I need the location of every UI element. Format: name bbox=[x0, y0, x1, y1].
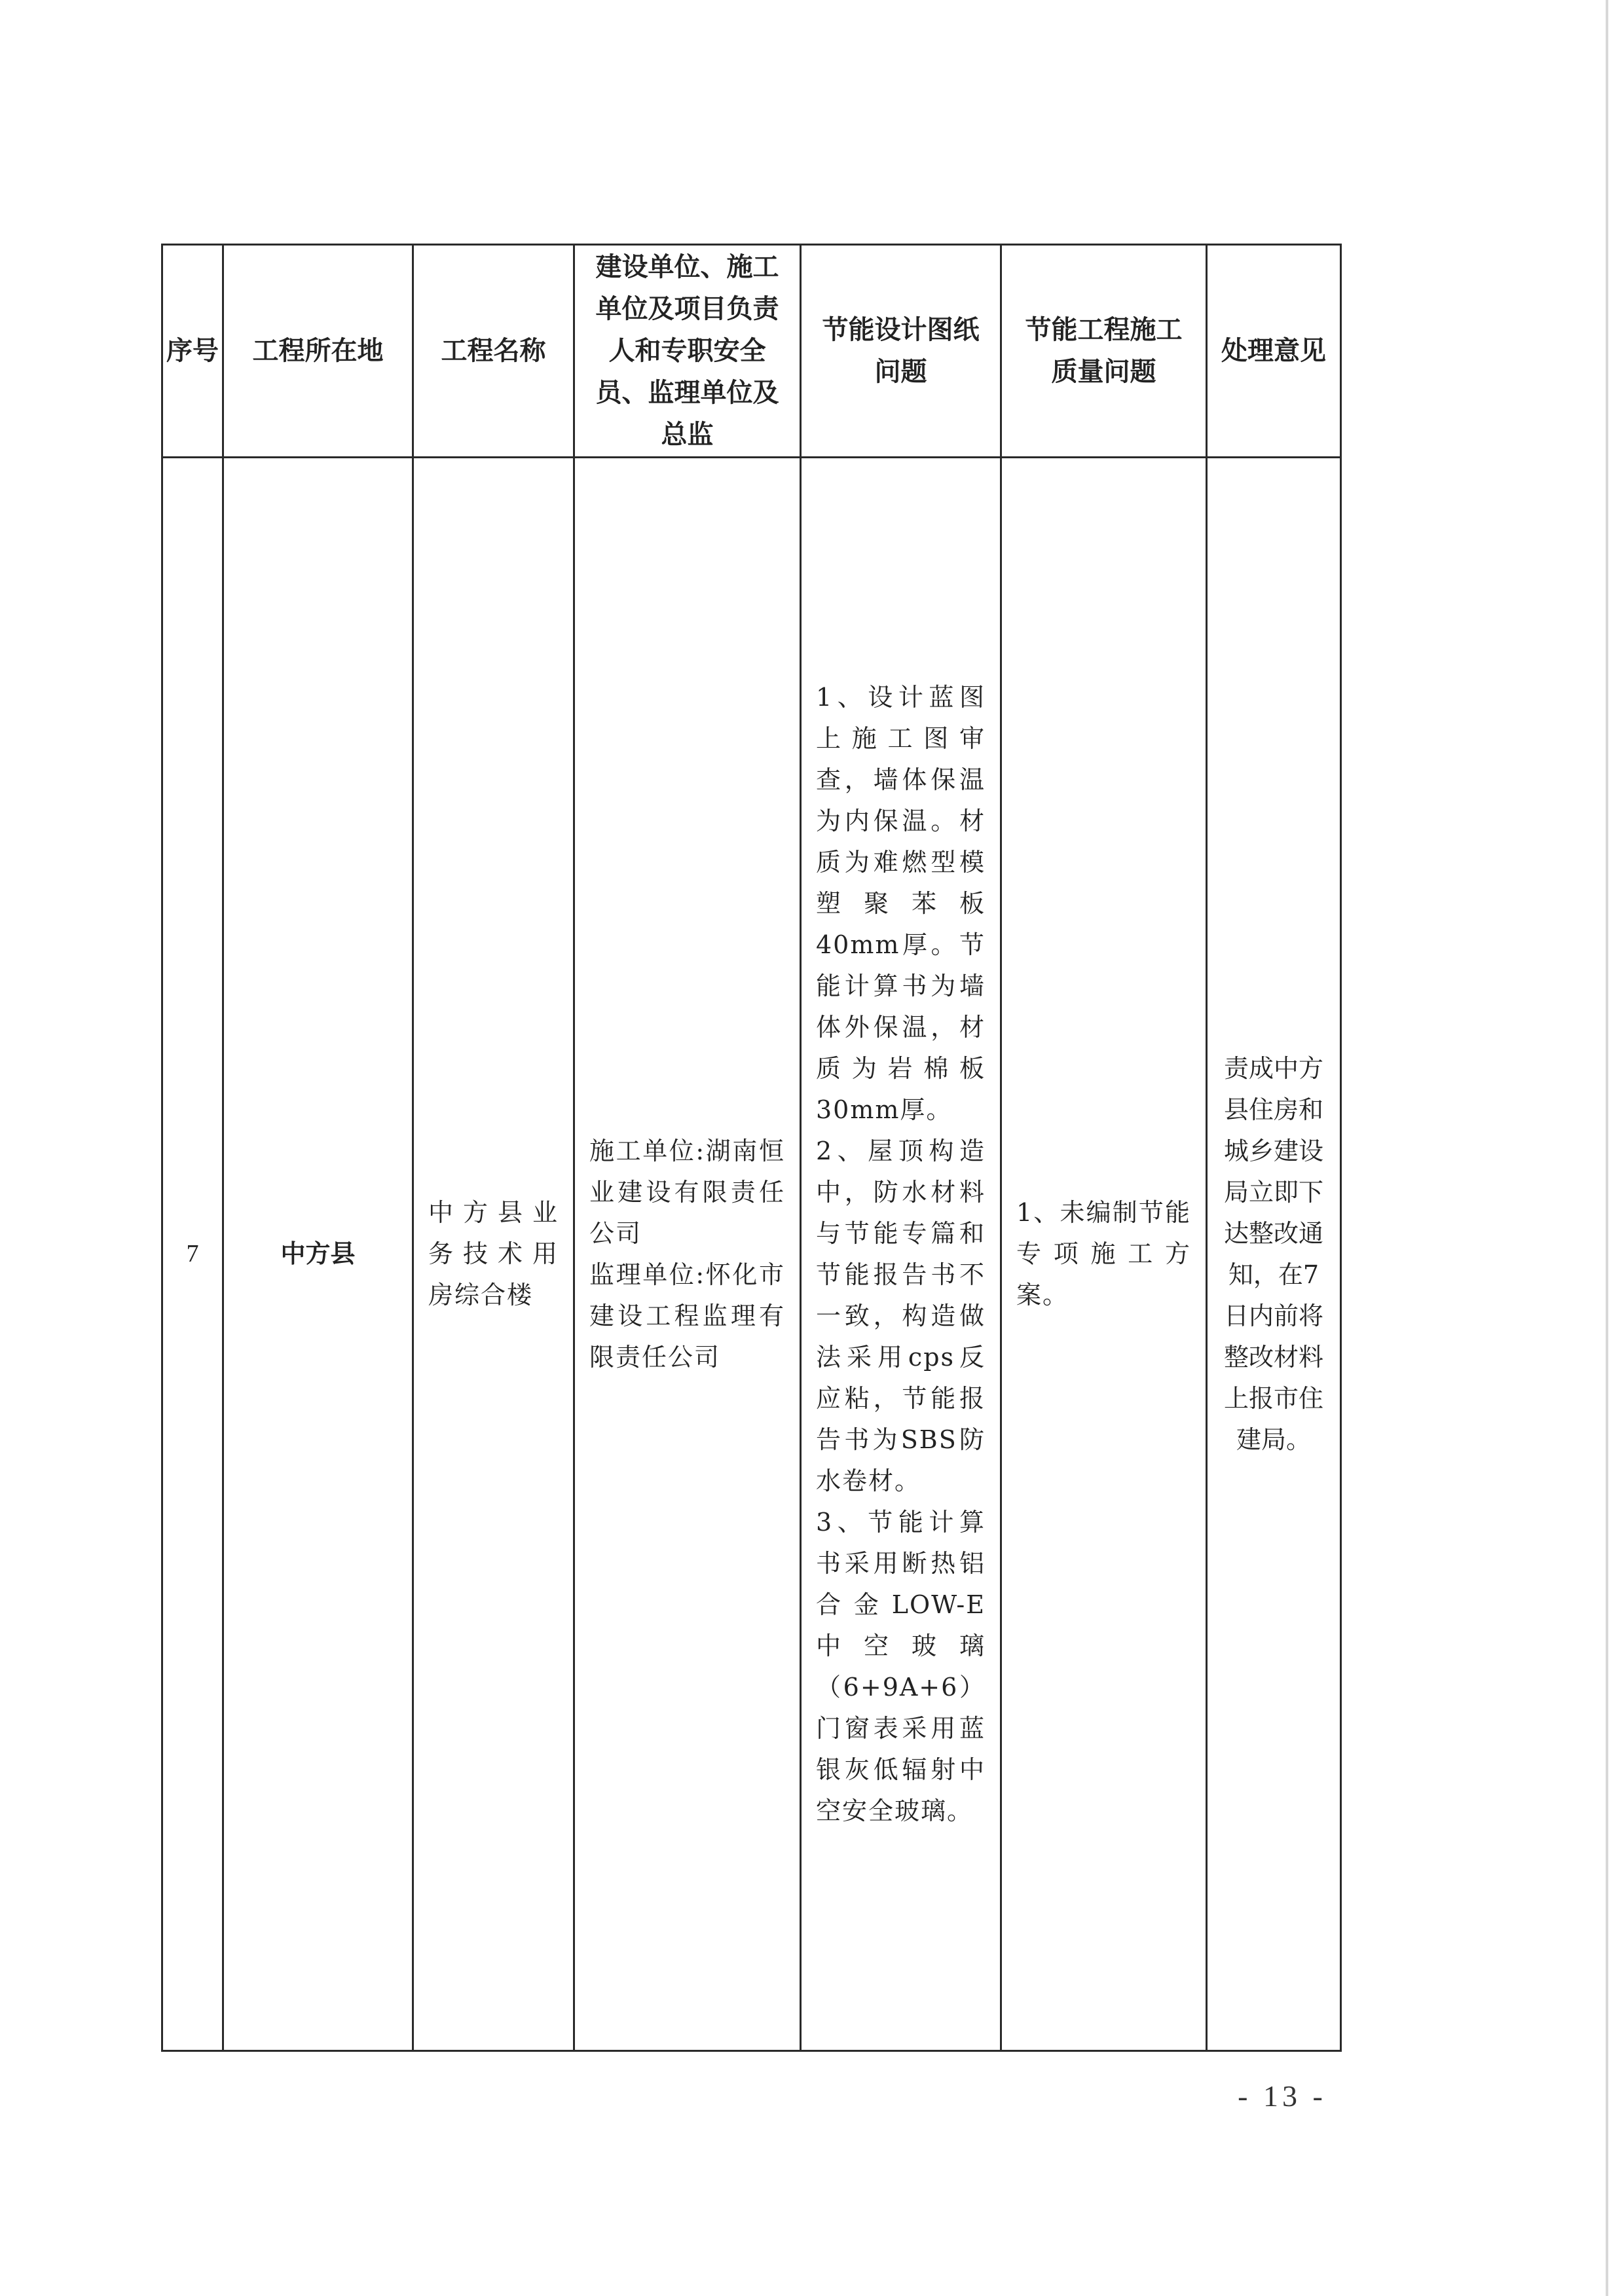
table-header-row bbox=[162, 245, 1341, 458]
design-issue-2: 2、屋顶构造中，防水材料与节能专篇和节能报告书不一致，构造做法采用cps反应粘，节能报告书为SBS防水卷材。 bbox=[816, 1136, 986, 1495]
cell-design-issues bbox=[801, 458, 1001, 2051]
cell-quality-issues: 1、未编制节能专项施工方案。 bbox=[1001, 458, 1207, 2051]
construction-unit: 施工单位:湖南恒业建设有限责任公司 bbox=[589, 1136, 785, 1248]
header-opinion: 处理意见 bbox=[1207, 245, 1341, 458]
cell-location: 中方县 bbox=[223, 458, 413, 2051]
cell-opinion: 责成中方县住房和城乡建设局立即下达整改通知，在7日内前将整改材料上报市住建局。 bbox=[1207, 458, 1341, 2051]
header-units: 建设单位、施工单位及项目负责人和专职安全员、监理单位及总监 bbox=[574, 245, 801, 458]
inspection-table bbox=[161, 244, 1342, 2052]
header-quality-issues: 节能工程施工质量问题 bbox=[1001, 245, 1207, 458]
cell-project-name: 中方县业务技术用房综合楼 bbox=[413, 458, 574, 2051]
design-issue-3: 3、节能计算书采用断热铝合金LOW-E中空玻璃（6+9A+6）门窗表采用蓝银灰低辐射中空安全玻璃。 bbox=[816, 1507, 986, 1825]
header-design-issues: 节能设计图纸问题 bbox=[801, 245, 1001, 458]
page-number: - 13 - bbox=[1238, 2079, 1327, 2113]
table-row bbox=[162, 458, 1341, 2051]
page-edge-shadow bbox=[1606, 0, 1608, 2296]
cell-seq: 7 bbox=[162, 458, 223, 2051]
header-seq: 序号 bbox=[162, 245, 223, 458]
cell-units bbox=[574, 458, 801, 2051]
header-project-name: 工程名称 bbox=[413, 245, 574, 458]
design-issue-1: 1、设计蓝图上施工图审查，墙体保温为内保温。材质为难燃型模塑聚苯板40mm厚。节能计算书为墙体外保温，材质为岩棉板30mm厚。 bbox=[816, 682, 986, 1124]
header-location: 工程所在地 bbox=[223, 245, 413, 458]
supervision-unit: 监理单位:怀化市建设工程监理有限责任公司 bbox=[589, 1260, 785, 1372]
